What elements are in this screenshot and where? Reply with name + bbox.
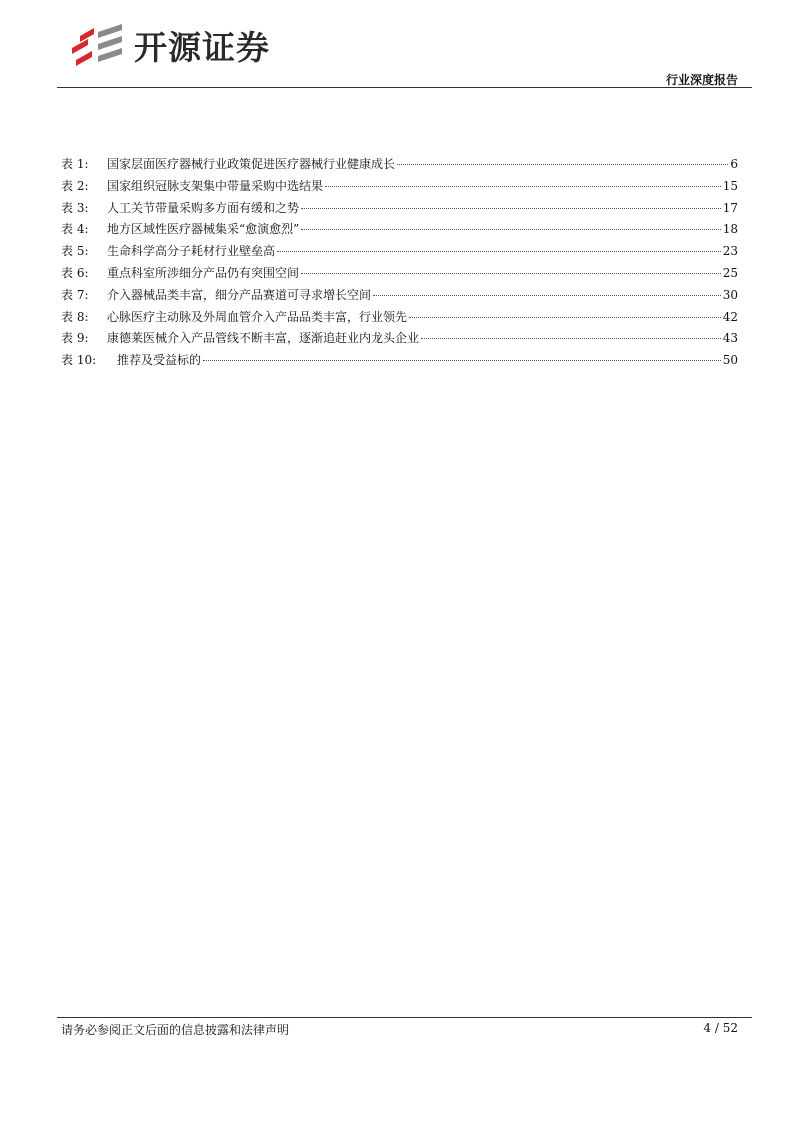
header-divider bbox=[57, 87, 752, 88]
toc-entry-label: 表 6: bbox=[61, 265, 89, 280]
toc-entry[interactable] bbox=[61, 219, 738, 241]
toc-dot-leader bbox=[409, 305, 721, 318]
toc-entry[interactable] bbox=[61, 263, 738, 285]
toc-entry[interactable] bbox=[61, 241, 738, 263]
page-header bbox=[0, 0, 793, 92]
toc-entry-title: 国家组织冠脉支架集中带量采购中选结果 bbox=[107, 178, 324, 193]
toc-dot-leader bbox=[301, 196, 721, 209]
toc-dot-leader bbox=[277, 239, 721, 252]
toc-entry-page: 25 bbox=[722, 265, 738, 280]
toc-dot-leader bbox=[397, 152, 728, 165]
toc-entry-title: 介入器械品类丰富，细分产品赛道可寻求增长空间 bbox=[107, 287, 372, 302]
toc-entry-page: 15 bbox=[722, 178, 738, 193]
toc-entry-title: 生命科学高分子耗材行业壁垒高 bbox=[107, 244, 276, 259]
toc-entry-page: 23 bbox=[722, 244, 738, 259]
toc-dot-leader bbox=[301, 217, 720, 230]
toc-entry[interactable] bbox=[61, 328, 738, 350]
toc-entry-title: 重点科室所涉细分产品仍有突围空间 bbox=[107, 265, 300, 280]
brand-logo-icon bbox=[70, 20, 128, 70]
toc-entry-page: 17 bbox=[722, 200, 738, 215]
toc-entry-label: 表 9: bbox=[61, 331, 89, 346]
toc-entry-page: 43 bbox=[722, 331, 738, 346]
toc-entry[interactable] bbox=[61, 307, 738, 329]
toc-entry-page: 6 bbox=[730, 157, 738, 171]
toc-entry-title: 康德莱医械介入产品管线不断丰富，逐渐追赶业内龙头企业 bbox=[107, 331, 420, 346]
toc-entry-label: 表 7: bbox=[61, 287, 89, 302]
brand-name: 开源证券 bbox=[134, 27, 270, 67]
table-of-tables bbox=[61, 154, 738, 372]
toc-entry-title: 推荐及受益标的 bbox=[117, 353, 202, 368]
toc-entry-label: 表 8: bbox=[61, 309, 89, 324]
toc-dot-leader bbox=[325, 174, 721, 187]
toc-entry-label: 表 1: bbox=[61, 157, 89, 171]
toc-entry-page: 42 bbox=[722, 309, 738, 324]
toc-dot-leader bbox=[373, 283, 721, 296]
toc-entry-label: 表 2: bbox=[61, 178, 89, 193]
toc-entry[interactable] bbox=[61, 285, 738, 307]
toc-dot-leader bbox=[301, 261, 721, 274]
toc-entry-page: 50 bbox=[722, 353, 738, 368]
toc-entry[interactable] bbox=[61, 176, 738, 198]
brand-logo bbox=[70, 20, 270, 70]
toc-entry-page: 30 bbox=[722, 287, 738, 302]
toc-entry[interactable] bbox=[61, 198, 738, 220]
toc-entry-title: 人工关节带量采购多方面有缓和之势 bbox=[107, 200, 300, 215]
toc-entry-label: 表 3: bbox=[61, 200, 89, 215]
footer-disclaimer: 请务必参阅正文后面的信息披露和法律声明 bbox=[61, 1023, 290, 1037]
toc-entry-title: 国家层面医疗器械行业政策促进医疗器械行业健康成长 bbox=[107, 157, 396, 171]
toc-entry-label: 表 10: bbox=[61, 353, 97, 368]
report-type-label: 行业深度报告 bbox=[665, 73, 738, 87]
toc-entry[interactable] bbox=[61, 154, 738, 176]
toc-entry-label: 表 5: bbox=[61, 244, 89, 259]
footer-page-number: 4 / 52 bbox=[703, 1021, 738, 1035]
toc-entry-label: 表 4: bbox=[61, 222, 89, 237]
footer-divider bbox=[57, 1017, 752, 1018]
toc-entry[interactable] bbox=[61, 350, 738, 372]
toc-entry-title: 地方区域性医疗器械集采“愈演愈烈” bbox=[107, 222, 300, 237]
toc-entry-title: 心脉医疗主动脉及外周血管介入产品品类丰富，行业领先 bbox=[107, 309, 408, 324]
toc-dot-leader bbox=[203, 348, 721, 361]
toc-entry-page: 18 bbox=[722, 222, 738, 237]
toc-dot-leader bbox=[421, 326, 721, 339]
